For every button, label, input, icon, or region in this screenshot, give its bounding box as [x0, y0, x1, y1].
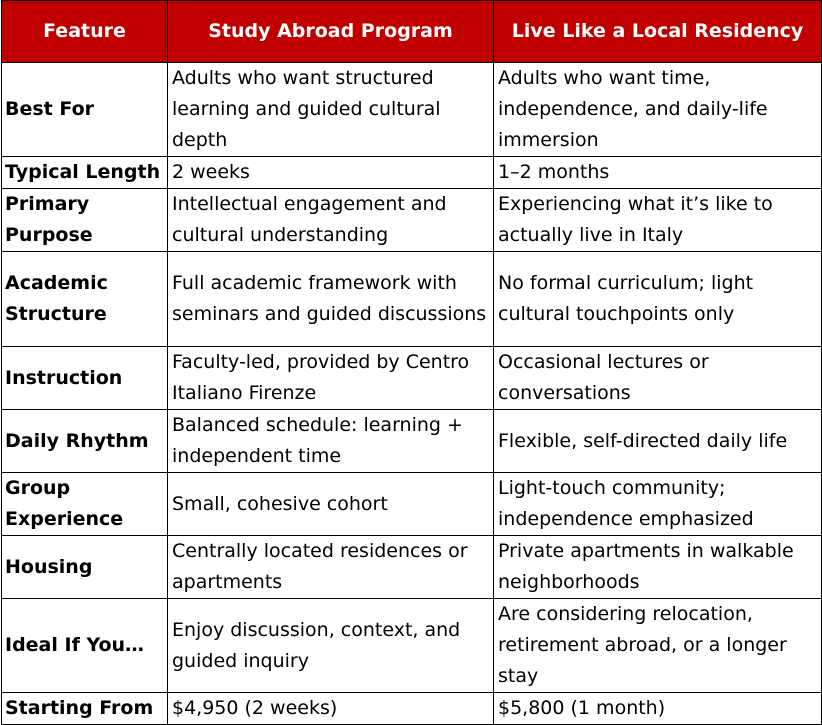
table-row: [2, 473, 822, 536]
table-row: [2, 252, 822, 347]
table-row: [2, 157, 822, 189]
row-feature-label: Primary Purpose: [2, 189, 168, 252]
row-feature-label: Best For: [2, 63, 168, 157]
live-like-local-cell: Occasional lectures or conversations: [494, 347, 822, 410]
live-like-local-cell: Experiencing what it’s like to actually live in Italy: [494, 189, 822, 252]
row-feature-label: Group Experience: [2, 473, 168, 536]
comparison-table: [1, 0, 822, 725]
header-feature: Feature: [2, 1, 168, 63]
live-like-local-cell: Flexible, self-directed daily life: [494, 410, 822, 473]
live-like-local-cell: $5,800 (1 month): [494, 693, 822, 725]
table-row: [2, 599, 822, 693]
study-abroad-cell: Centrally located residences or apartments: [168, 536, 494, 599]
table-row: [2, 410, 822, 473]
live-like-local-cell: No formal curriculum; light cultural touchpoints only: [494, 252, 822, 347]
study-abroad-cell: $4,950 (2 weeks): [168, 693, 494, 725]
row-feature-label: Academic Structure: [2, 252, 168, 347]
row-feature-label: Starting From: [2, 693, 168, 725]
study-abroad-cell: Intellectual engagement and cultural understanding: [168, 189, 494, 252]
live-like-local-cell: 1–2 months: [494, 157, 822, 189]
row-feature-label: Ideal If You…: [2, 599, 168, 693]
table-row: [2, 189, 822, 252]
header-row: [2, 1, 822, 63]
live-like-local-cell: Private apartments in walkable neighborhoods: [494, 536, 822, 599]
study-abroad-cell: Adults who want structured learning and guided cultural depth: [168, 63, 494, 157]
row-feature-label: Housing: [2, 536, 168, 599]
study-abroad-cell: Balanced schedule: learning + independent time: [168, 410, 494, 473]
table-row: [2, 63, 822, 157]
row-feature-label: Instruction: [2, 347, 168, 410]
header-study-abroad: Study Abroad Program: [168, 1, 494, 63]
table-row: [2, 536, 822, 599]
header-live-like-local: Live Like a Local Residency: [494, 1, 822, 63]
study-abroad-cell: 2 weeks: [168, 157, 494, 189]
live-like-local-cell: Light-touch community; independence emphasized: [494, 473, 822, 536]
study-abroad-cell: Enjoy discussion, context, and guided inquiry: [168, 599, 494, 693]
study-abroad-cell: Full academic framework with seminars and guided discussions: [168, 252, 494, 347]
study-abroad-cell: Small, cohesive cohort: [168, 473, 494, 536]
study-abroad-cell: Faculty-led, provided by Centro Italiano Firenze: [168, 347, 494, 410]
row-feature-label: Typical Length: [2, 157, 168, 189]
live-like-local-cell: Adults who want time, independence, and daily-life immersion: [494, 63, 822, 157]
live-like-local-cell: Are considering relocation, retirement abroad, or a longer stay: [494, 599, 822, 693]
row-feature-label: Daily Rhythm: [2, 410, 168, 473]
table-row: [2, 347, 822, 410]
